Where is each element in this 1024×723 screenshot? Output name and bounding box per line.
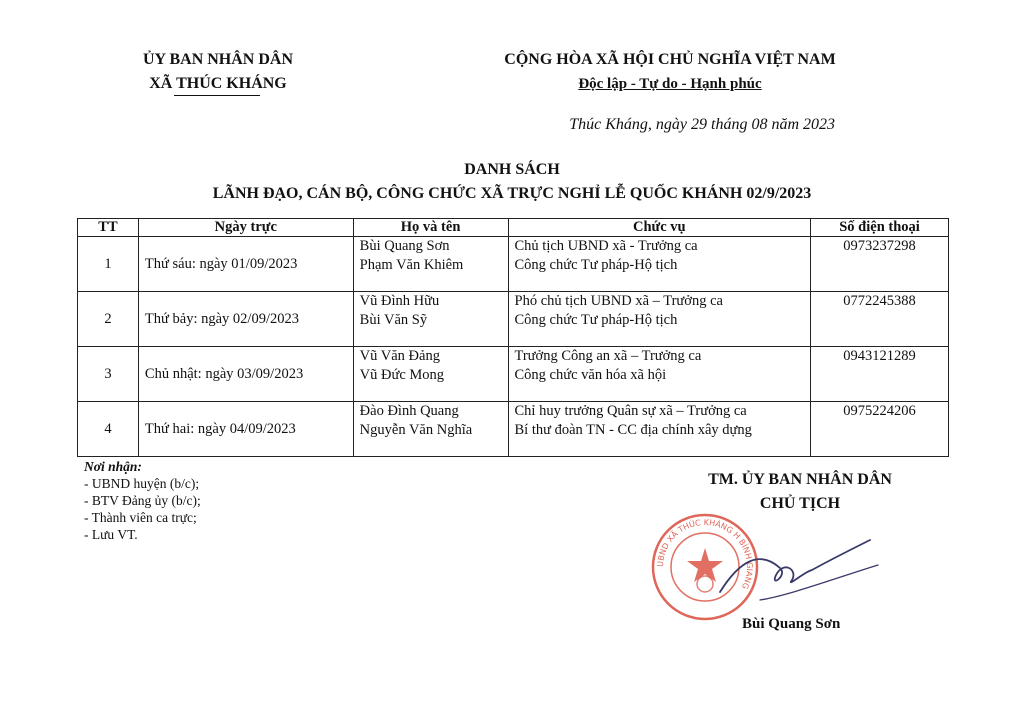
name-primary: Vũ Văn Đảng <box>359 348 440 364</box>
duty-roles <box>508 237 811 292</box>
role-secondary: Công chức Tư pháp-Hộ tịch <box>514 312 678 328</box>
table-row <box>78 292 949 347</box>
table-row <box>78 402 949 457</box>
signature-block <box>690 468 910 516</box>
name-primary: Đào Đình Quang <box>359 403 459 419</box>
header-name: Họ và tên <box>353 219 508 237</box>
duty-names <box>353 237 508 292</box>
commune-name: XÃ THÚC KHÁNG <box>149 75 287 92</box>
duty-day: Chủ nhật: ngày 03/09/2023 <box>138 347 353 402</box>
role-secondary: Bí thư đoàn TN - CC địa chính xây dựng <box>514 422 752 438</box>
right-header <box>480 48 860 96</box>
recipient-item: - UBND huyện (b/c); <box>84 476 200 491</box>
header-phone: Số điện thoại <box>811 219 949 237</box>
recipients-list <box>84 458 201 543</box>
name-primary: Vũ Đình Hữu <box>359 293 440 309</box>
duty-day: Thứ sáu: ngày 01/09/2023 <box>138 237 353 292</box>
role-primary: Chủ tịch UBND xã - Trưởng ca <box>514 238 698 254</box>
row-number: 1 <box>78 237 139 292</box>
duty-day: Thứ hai: ngày 04/09/2023 <box>138 402 353 457</box>
header-day: Ngày trực <box>138 219 353 237</box>
duty-names <box>353 402 508 457</box>
name-primary: Bùi Quang Sơn <box>359 238 450 254</box>
duty-day: Thứ bảy: ngày 02/09/2023 <box>138 292 353 347</box>
row-number: 3 <box>78 347 139 402</box>
seal-text: UBND XÃ THÚC KHÁNG H BÌNH GIANG <box>655 517 755 591</box>
header-tt: TT <box>78 219 139 237</box>
recipient-item: - BTV Đảng ủy (b/c); <box>84 493 201 508</box>
title-line-2: LÃNH ĐẠO, CÁN BỘ, CÔNG CHỨC XÃ TRỰC NGHỈ LỄ QUỐC KHÁNH 02/9/2023 <box>212 185 812 202</box>
phone-number: 0973237298 <box>811 237 949 292</box>
phone-number: 0772245388 <box>811 292 949 347</box>
table-row <box>78 347 949 402</box>
national-title: CỘNG HÒA XÃ HỘI CHỦ NGHĨA VIỆT NAM <box>504 51 836 68</box>
duty-roles <box>508 347 811 402</box>
name-secondary: Nguyễn Văn Nghĩa <box>359 422 473 438</box>
table-row <box>78 237 949 292</box>
role-secondary: Công chức Tư pháp-Hộ tịch <box>514 257 678 273</box>
duty-roles <box>508 402 811 457</box>
row-number: 4 <box>78 402 139 457</box>
duty-names <box>353 347 508 402</box>
recipient-item: - Lưu VT. <box>84 527 138 542</box>
role-primary: Trưởng Công an xã – Trưởng ca <box>514 348 702 364</box>
row-number: 2 <box>78 292 139 347</box>
sign-position: CHỦ TỊCH <box>759 495 841 512</box>
document-title <box>0 158 1024 206</box>
table-header-row <box>78 219 949 237</box>
left-header <box>118 48 318 96</box>
name-secondary: Phạm Văn Khiêm <box>359 257 464 273</box>
name-secondary: Vũ Đức Mong <box>359 367 445 383</box>
date-line: Thúc Kháng, ngày 29 tháng 08 năm 2023 <box>569 116 835 133</box>
title-line-1: DANH SÁCH <box>464 161 560 178</box>
recipients-heading: Nơi nhận: <box>84 459 142 474</box>
header-underline <box>174 95 260 96</box>
duty-names <box>353 292 508 347</box>
name-secondary: Bùi Văn Sỹ <box>359 312 428 328</box>
national-motto: Độc lập - Tự do - Hạnh phúc <box>578 76 762 92</box>
role-secondary: Công chức văn hóa xã hội <box>514 367 667 383</box>
phone-number: 0943121289 <box>811 347 949 402</box>
role-primary: Phó chủ tịch UBND xã – Trưởng ca <box>514 293 723 309</box>
handwritten-signature <box>700 520 885 620</box>
sign-title: TM. ỦY BAN NHÂN DÂN <box>708 471 892 488</box>
duty-table <box>77 218 949 457</box>
recipient-item: - Thành viên ca trực; <box>84 510 197 525</box>
header-role: Chức vụ <box>508 219 811 237</box>
role-primary: Chỉ huy trưởng Quân sự xã – Trưởng ca <box>514 403 747 419</box>
committee-name: ỦY BAN NHÂN DÂN <box>142 51 294 68</box>
duty-roles <box>508 292 811 347</box>
phone-number: 0975224206 <box>811 402 949 457</box>
signer-name: Bùi Quang Sơn <box>742 616 841 632</box>
